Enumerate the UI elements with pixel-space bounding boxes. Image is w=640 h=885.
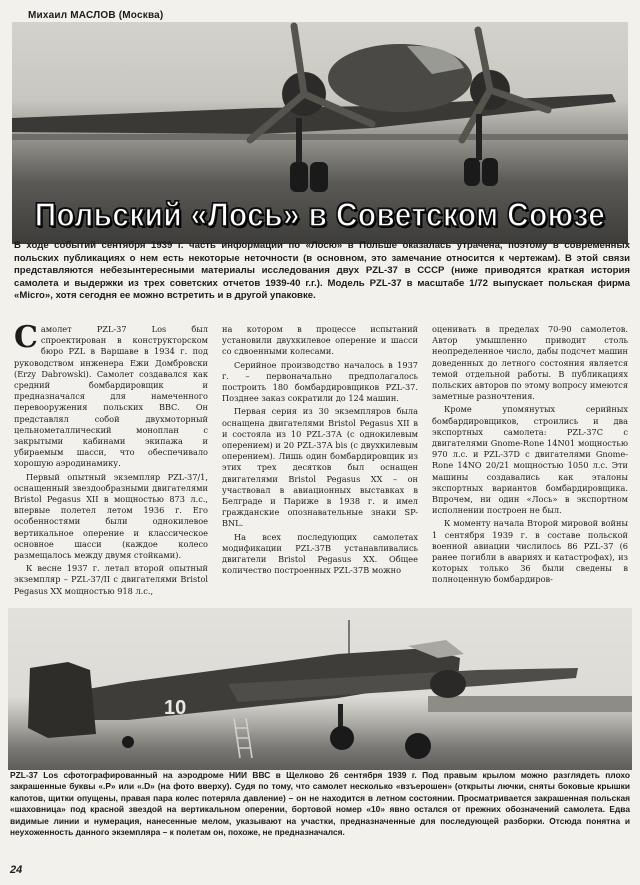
paragraph-text: амолет PZL-37 Los был спроектирован в конструкторском бюро PZL в Варшаве в 1934 г. под руководством инженера Ежи Домбровски (Erzy Dabrowski). Самолет создавался как средний бомбардировщик и предназначался для намеченного перевооружения польских ВВС. Он представлял собой двухмоторный цельнометаллический моноплан с закрытыми кабинами экипажа и убираемым шасси, что обеспечивало хорошую аэродинамику.: [14, 324, 208, 469]
paragraph: Первая серия из 30 экземпляров была оснащена двигателями Bristol Pegasus XII в и состояла из 10 PZL-37A (с однокилевым оперением) и 20 PZL-37A bis (с двухкилевым оперением). Лишь один бомбардировщик из этих трех десятков был оснащен двигателями Bristol Pegasus XX – он участвовал в авиационных выставках в Белграде и Париже в 1938 г. и имел гражданские опознавательные знаки SP-BNL.: [222, 406, 418, 529]
tree-line: [12, 134, 628, 140]
tail-number: 10: [164, 697, 187, 719]
text-column-1: [14, 324, 208, 609]
side-wheel: [330, 726, 354, 750]
paragraph: Кроме упомянутых серийных бомбардировщиков, строились и два экспортных самолета: PZL-37C с двигателями Gnome-Rone 14N01 мощностью 970 л.с. и PZL-37D с двигателями Gnome-Rone 14NO 20/21 мощностью 1050 л.с. Эти машины создавались как эталоны экспортных вариантов бомбардировщика. Впрочем, ни один «Лось» в экспортном исполнении построен не был.: [432, 404, 628, 516]
paragraph: К весне 1937 г. летал второй опытный экземпляр – PZL-37/II с двигателями Bristol Pegasus XX мощностью 918 л.с.,: [14, 563, 208, 596]
right-wheel-2: [482, 158, 498, 186]
drop-cap: С: [14, 324, 38, 355]
left-wheel-2: [310, 162, 328, 192]
aircraft-side-photo: [8, 608, 632, 770]
paragraph: На всех последующих самолетах модификации PZL-37B устанавливались двигатели Bristol Pegasus XX. Общее количество построенных PZL-37B можно: [222, 531, 418, 576]
paragraph: Первый опытный экземпляр PZL-37/1, оснащенный звездообразными двигателями Bristol Pegasus XII в мощностью 873 л.с., впервые полетел летом 1936 г. Его особенностями были однокилевое вертикальное оперение и классическое основное шасси (каждое колесо размещалось между двумя стойками).: [14, 471, 208, 561]
paragraph: Серийное производство началось в 1937 г. – первоначально предполагалось построить 180 бомбардировщиков PZL-37. Позднее заказ сократили до 124 машин.: [222, 359, 418, 404]
page-number: 24: [10, 864, 23, 876]
author-byline: Михаил МАСЛОВ (Москва): [28, 10, 164, 21]
paragraph: на котором в процессе испытаний установили двухкилевое оперение и шасси со сдвоенными колесами.: [222, 324, 418, 357]
left-wheel: [290, 162, 308, 192]
text-column-3: [432, 324, 628, 609]
boarding-ladder: [234, 718, 252, 758]
distant-trees: [428, 696, 632, 712]
tail-fin: [28, 662, 96, 738]
lead-paragraph: В ходе событий сентября 1939 г. часть информации по «Лосю» в Польше оказалась утрачена, поэтому в современных польских публикациях о нем есть некоторые неточности (в основном, это замечание относится к чертежам). В этой связи представляются небезынтересными материалы исследования двух PZL-37 в СССР (ниже приводятся краткая история самолета и выдержки из трех советских отчетов 1939-40 г.г.). Модель PZL-37 в масштабе 1/72 выпускает польская фирма «Micro», хотя сегодня ее можно встретить и в другой упаковке.: [14, 240, 630, 302]
paragraph: К моменту начала Второй мировой войны 1 сентября 1939 г. в составе польской военной авиации числилось 86 PZL-37 (6 ранее погибли в авариях и катастрофах), из которых только 36 были сведены в полноценную бомбардиров-: [432, 518, 628, 585]
paragraph: [14, 324, 208, 470]
left-gear-strut: [296, 118, 302, 164]
side-wheel-2: [405, 733, 431, 759]
right-wheel: [464, 158, 480, 186]
side-engine: [430, 670, 466, 698]
bottom-photo-aircraft: [8, 608, 632, 770]
paragraph: оценивать в пределах 70-90 самолетов. Автор умышленно приводит столь неопределенное число, дабы подсчет машин доведенных до летного состояния является темой отдельной работы. В публикациях польских авторов по этому вопросу имеются заметные разночтения.: [432, 324, 628, 402]
text-column-2: [222, 324, 418, 609]
article-title: Польский «Лось» в Советском Союзе: [34, 196, 606, 233]
right-gear-strut: [476, 114, 482, 160]
photo-caption: PZL-37 Los сфотографированный на аэродроме НИИ ВВС в Щелково 26 сентября 1939 г. Под правым крылом можно разглядеть плохо закрашенные буквы «.Р» или «.D» (на фото вверху). Судя по тому, что самолет несколько «взъерошен» (открыты лючки, сняты боковые крышки капотов, щитки опущены, правая пара колес потеряла давление) – он не находится в летном состоянии. Просматривается закрашенная польская «шаховница» под красной звездой на вертикальном оперении, бортовой номер «10» явно остался от прежних обозначений самолета. Едва видимые линии и нумерация, нанесенные мелом, указывают на участки, предназначенные для последующей разборки. Отсюда понятна и неухоженность данного экземпляра – к полетам он, похоже, не предназначался.: [10, 770, 630, 838]
tail-wheel: [122, 736, 134, 748]
